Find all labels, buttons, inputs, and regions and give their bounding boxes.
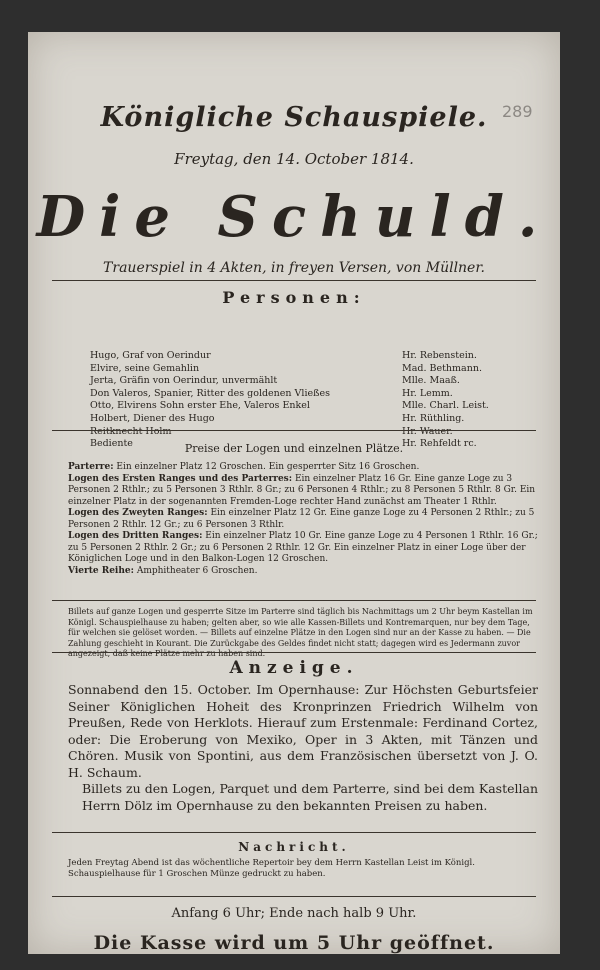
cast-actor: Hr. Rebenstein.	[402, 350, 477, 361]
notice-text: Jeden Freytag Abend ist das wöchentliche Repertoir bey dem Herrn Kastellan Leist im Königl. Schauspielhause für 1 Groschen Münze gedruckt zu haben.	[68, 858, 475, 879]
play-subtitle: Trauerspiel in 4 Akten, in freyen Versen, von Müllner.	[103, 260, 485, 276]
cast-role: Holbert, Diener des Hugo	[90, 412, 215, 424]
performance-date: Freytag, den 14. October 1814.	[174, 150, 414, 168]
price-line	[68, 531, 538, 566]
divider	[52, 430, 536, 431]
cast-role: Bediente	[90, 438, 133, 450]
cast-row	[90, 375, 520, 388]
cast-row	[90, 413, 520, 426]
prices-title: Preise der Logen und einzelnen Plätze.	[184, 442, 404, 455]
notice-heading: Nachricht.	[238, 840, 350, 854]
start-time: Anfang 6 Uhr; Ende nach halb 9 Uhr.	[171, 906, 417, 921]
page-number: 289	[502, 102, 533, 121]
cast-row	[90, 363, 520, 376]
ticket-note: Billets auf ganze Logen und gesperrte Sitze im Parterre sind täglich bis Nachmittags um 2 Uhr beym Kastellan im Königl. Schauspielhause zu haben; gelten aber, so wie alle Kassen-Billets und Kontremarquen, nur bey dem Tage, für welchen sie gelöset worden. — Billets auf einzelne Plätze in den Logen sind nur an der Kasse zu haben. — Die Zahlung geschieht in Kourant. Die Zurückgabe des Geldes findet nicht statt; dagegen wird es Jedermann zuvor angezeigt, daß keine Plätze mehr zu haben sind.	[68, 607, 533, 658]
divider	[52, 600, 536, 601]
divider	[52, 652, 536, 653]
announcement-text	[68, 682, 538, 814]
price-line	[68, 462, 538, 474]
divider	[52, 896, 536, 897]
price-label: Vierte Reihe:	[68, 565, 134, 576]
playbill-sheet	[28, 32, 560, 954]
price-text: Ein einzelner Platz 12 Gr. Eine ganze Loge zu 4 Personen 2 Rthlr.; zu 5 Personen 2 Rthlr. 12 Gr.; zu 6 Personen 3 Rthlr.	[68, 508, 535, 530]
cast-actor: Mlle. Charl. Leist.	[402, 400, 489, 412]
cast-row	[90, 350, 520, 363]
price-text: Amphitheater 6 Groschen.	[136, 565, 258, 576]
cast-role: Elvire, seine Gemahlin	[90, 362, 200, 374]
cast-role: Hugo, Graf von Oerindur	[90, 350, 211, 361]
cast-row	[90, 426, 520, 439]
price-line	[68, 566, 538, 578]
price-line	[68, 474, 538, 509]
box-office-opening: Die Kasse wird um 5 Uhr geöffnet.	[93, 932, 495, 954]
price-text: Ein einzelner Platz 12 Groschen. Ein gesperrter Sitz 16 Groschen.	[116, 462, 420, 472]
divider	[52, 280, 536, 281]
cast-actor: Hr. Wauer.	[402, 425, 453, 437]
price-label: Logen des Zweyten Ranges:	[68, 508, 208, 518]
price-text: Ein einzelner Platz 16 Gr. Eine ganze Loge zu 3 Personen 2 Rthlr.; zu 5 Personen 3 Rthlr. 8 Gr.; zu 6 Personen 4 Rthlr.; zu 8 Personen 5 Rthlr. 8 Gr. Ein einzelner Platz in der sogenannten Fremden-Loge rechter Hand zunächst am Theater 1 Rthlr.	[68, 473, 536, 507]
cast-row	[90, 400, 520, 413]
cast-actor: Hr. Rehfeldt rc.	[402, 438, 477, 450]
cast-list	[90, 350, 520, 451]
announcement-heading: Anzeige.	[229, 658, 359, 678]
theater-header: Königliche Schauspiele.	[100, 102, 488, 133]
cast-actor: Mad. Bethmann.	[402, 362, 482, 374]
cast-role: Don Valeros, Spanier, Ritter des goldenen Vließes	[90, 387, 330, 399]
cast-role: Jerta, Gräfin von Oerindur, unvermählt	[90, 375, 278, 387]
cast-actor: Hr. Lemm.	[402, 387, 453, 399]
price-list	[68, 462, 538, 577]
cast-row	[90, 388, 520, 401]
cast-actor: Hr. Rüthling.	[402, 412, 465, 424]
cast-role: Reitknecht Holm	[90, 425, 172, 437]
cast-actor: Mlle. Maaß.	[402, 375, 460, 387]
price-text: Ein einzelner Platz 10 Gr. Eine ganze Loge zu 4 Personen 1 Rthlr. 16 Gr.; zu 5 Personen 2 Rthlr. 2 Gr.; zu 6 Personen 2 Rthlr. 12 Gr. Ein einzelner Platz in einer Loge über der Königlichen Loge und in den Balkon-Logen 12 Groschen.	[68, 531, 538, 564]
play-title: Die Schuld.	[36, 184, 552, 250]
price-label: Logen des Dritten Ranges:	[68, 531, 203, 541]
announcement-paragraph: Sonnabend den 15. October. Im Opernhause: Zur Höchsten Geburtsfeier Seiner Königlichen Hoheit des Kronprinzen Friedrich Wilhelm von Preußen, Rede von Herklots. Hierauf zum Erstenmale: Ferdinand Cortez, oder: Die Eroberung von Mexiko, Oper in 3 Akten, mit Tänzen und Chören. Musik von Spontini, aus dem Französischen übersetzt von J. O. H. Schaum.	[68, 682, 538, 780]
price-line	[68, 508, 538, 531]
cast-role: Otto, Elvirens Sohn erster Ehe, Valeros Enkel	[90, 400, 310, 412]
cast-heading: Personen:	[222, 288, 366, 307]
price-label: Logen des Ersten Ranges und des Parterres:	[68, 473, 293, 484]
divider	[52, 832, 536, 833]
announcement-paragraph: Billets zu den Logen, Parquet und dem Parterre, sind bei dem Kastellan Herrn Dölz im Opernhause zu den bekannten Preisen zu haben.	[82, 781, 538, 813]
price-label: Parterre:	[68, 462, 114, 472]
